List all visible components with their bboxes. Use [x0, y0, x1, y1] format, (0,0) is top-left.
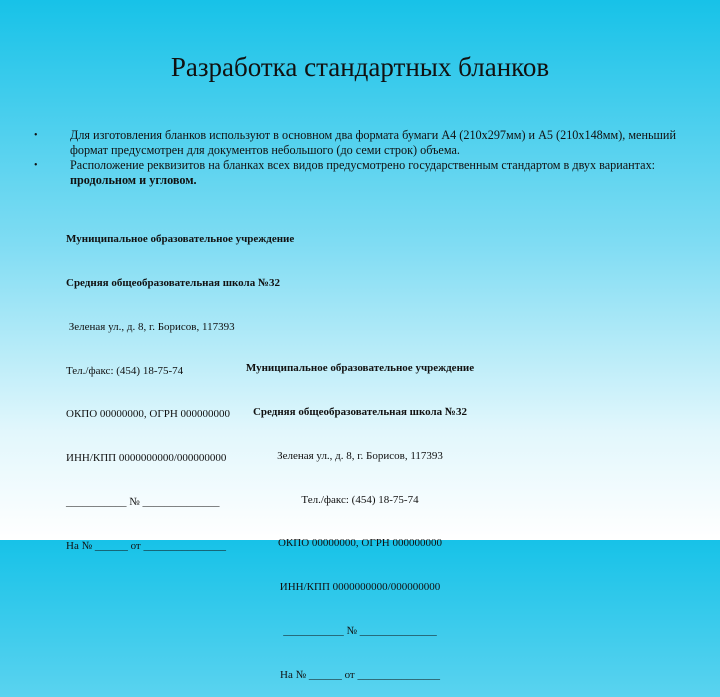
org-okpo-ogrn: ОКПО 00000000, ОГРН 000000000: [66, 408, 231, 421]
slide-title: Разработка стандартных бланков: [170, 52, 550, 82]
doc-number-line: ___________ № ______________: [66, 495, 220, 508]
bullet-text-body: Для изготовления бланков используют в основном два формата бумаги А4 (210х297мм) и А5 (210х148мм), меньший формат предусмотрен для документов небольшого (до семи строк) объема.: [70, 128, 676, 157]
doc-number-line: ___________ № ______________: [283, 624, 437, 637]
org-address: Зеленая ул., д. 8, г. Борисов, 117393: [66, 320, 235, 333]
bullet-list: [30, 128, 690, 188]
org-inn-kpp: ИНН/КПП 0000000000/000000000: [279, 581, 441, 594]
org-name-line-1: Муниципальное образовательное учреждение: [66, 233, 295, 246]
doc-reference-line: На № ______ от _______________: [66, 539, 226, 552]
org-name-line-2: Средняя общеобразовательная школа №32: [66, 276, 281, 289]
bullet-icon: •: [34, 160, 38, 171]
bullet-item: [30, 128, 690, 158]
org-inn-kpp: ИНН/КПП 0000000000/000000000: [66, 452, 227, 465]
doc-reference-line: На № ______ от _______________: [280, 668, 440, 681]
bullet-text: [70, 128, 690, 158]
org-address: Зеленая ул., д. 8, г. Борисов, 117393: [277, 449, 443, 462]
bullet-text: [70, 158, 690, 188]
bullet-icon: •: [34, 130, 38, 141]
bullet-text-emphasis: продольном и угловом.: [70, 173, 197, 187]
org-phone: Тел./факс: (454) 18-75-74: [66, 364, 184, 377]
org-okpo-ogrn: ОКПО 00000000, ОГРН 000000000: [277, 537, 443, 550]
letterhead-angular: [230, 332, 490, 697]
org-phone: Тел./факс: (454) 18-75-74: [301, 493, 419, 506]
bullet-item: [30, 158, 690, 188]
bullet-text-body: Расположение реквизитов на бланках всех видов предусмотрено государственным стандартом в двух вариантах:: [70, 158, 656, 172]
org-name-line-1: Муниципальное образовательное учреждение: [245, 362, 475, 375]
org-name-line-2: Средняя общеобразовательная школа №32: [252, 405, 467, 418]
